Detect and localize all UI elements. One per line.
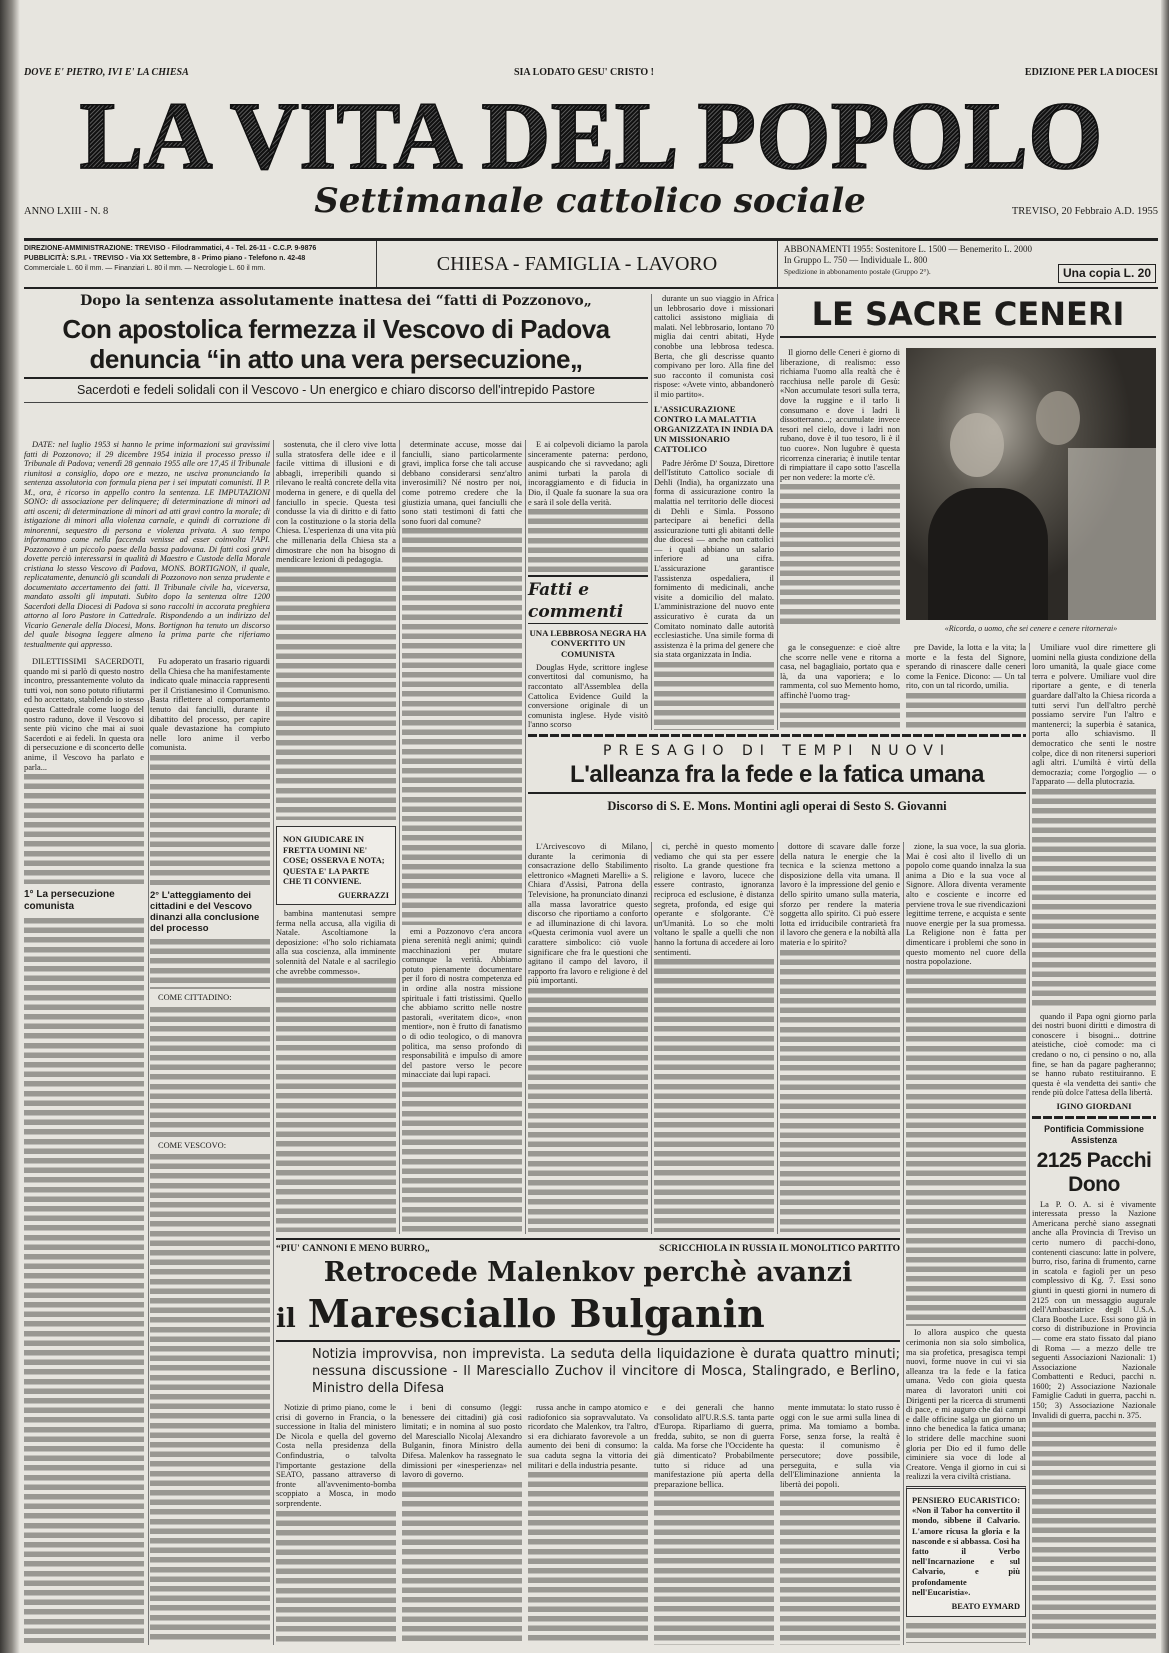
admin-line: PUBBLICITÀ: S.P.I. - TREVISO - Via XX Settembre, 8 - Primo piano - Telefono n. 42-48 — [24, 255, 306, 262]
main-intro: DATE: nel luglio 1953 si hanno le prime informazioni sui gravissimi fatti di Pozzonovo; il 29 dicembre 1954 inizia il processo presso il Tribunale di Padova; venerdì 28 gennaio 1955 alle ore 17,45 il Tribunale riunitosi a consiglio, dopo ore e mezzo, ne usciva pronunciando la sentenza assolutoria con formula piena per i sei imputati comunisti. Il P. M., ora, è ricorso in appello contro la sentenza. LE IMPUTAZIONI SONO: di associazione per delinquere; di determinazione di minori ad atti osceni; di determinazione di minori ad atti gravi contro la morale; di istigazione di minori alla violenza carnale, e quindi di corruzione di minorenni, sequestro di persona e violenza privata. A suo tempo informammo come nella faccenda venisse ad esser coinvolta l'API. Pozzonovo è un piccolo paese della bassa padovana. Di fatti così gravi dovette perciò interessarsi in qualità di Maestro e Custode della Morale cristiana lo stesso Vescovo di Padova, MONS. BORTIGNON, il quale, replicatamente, denunciò gli scandali di Pozzonovo non senza prudente e documentato accertamento dei fatti. Il Tribunale civile ha, viceversa, mandato assolti gli imputati. Subito dopo la sentenza oltre 1200 Sacerdoti della Diocesi di Padova si sono raccolti in accorata preghiera attorno al loro Pastore in Cattedrale. Rispondendo a un indirizzo del Vicario Generale della Diocesi, Mons. Bortignon ha tenuto un discorso del quale bisogna leggere almeno la prima parte che riferiamo testualmente qui appresso. — [24, 440, 270, 649]
giordani-signature: IGINO GIORDANI — [1056, 1101, 1132, 1111]
sacre-ceneri-column-2: ga le conseguenze: e cioè altre che scorre nelle vene e ritorna a casa, nel bagagliaio, portato qua e là, da una vaporiera; e lo rammenta, col suo Memento homo, affinchè l'uomo trag- — [780, 643, 900, 730]
place-date: TREVISO, 20 Febbraio A.D. 1955 — [1011, 206, 1158, 217]
subscription-line: ABBONAMENTI 1955: Sostenitore L. 1500 — Benemerito L. 2000 — [784, 244, 1032, 254]
issue-number: ANNO LXIII - N. 8 — [24, 206, 109, 217]
sacre-ceneri-column-3: pre Davide, la lotta e la vita; la morte e la festa del Signore, sperando di rinascere dalle ceneri come la Fenice. Dicono: — Un tal rito, con un tal ricordo, umilia. — [906, 643, 1026, 730]
guerrazzi-author: GUERRAZZI — [338, 890, 389, 900]
assicurazione-column: durante un suo viaggio in Africa un lebbrosario dove i missionari cattolici assistono migliaia di malati. Nel lebbrosario, lontano 70 miglia dai centri abitati, Hyde conobbe una lebbrosa tedesca. Berta, che gli descrisse quanto compivano per loro. Alla fine del suo racconto il comunista così rispose: «Avete vinto, abbandonerò il mio partito». L'ASSICURAZIONE CONTRO LA MALATTIA ORGANIZZATA IN INDIA DA UN MISSIONARIO CATTOLICO Padre Jérôme D' Souza, Direttore dell'Istituto Cattolico sociale di Dehli (India), ha organizzato una forma di assicurazione contro la malattia nel territorio delle diocesi di Dehli e Simla. Possono partecipare ai benefici della assicurazione tutti gli abitanti delle due diocesi — anche non cattolici — i quali abbiano un salario inferiore ad una cifra. L'assicurazione garantisce l'assistenza ospedaliera, il fornimento di medicinali, anche visite a domicilio del malato. L'amministrazione del nuovo ente assicurativo è curata da un Comitato nominato dalle autorità ecclesiastiche. Una simile forma di assistenza è la prima del genere che sia stata organizzata in India. — [654, 294, 774, 732]
pacchi-text: La P. O. A. si è vivamente interessata presso la Nazione Americana perchè siano assegnati anche alla Provincia di Treviso un certo numero di pacchi-dono, contenenti ciascuno: latte in polvere, burro, riso, farina di frumento, carne in scatola e fagioli per un peso complessivo di Kg. 7. Essi sono giunti in questi giorni in numero di 2125 con un messaggio augurale dell'Ambasciatrice degli U.S.A. Clara Boothe Luce. Essi sono già in corso di distribuzione in Provincia — come era stato fissato dal piano di Roma — a mezzo delle tre seguenti Associazioni Nazionali: 1) Associazione Nazionale Combattenti e Reduci, pacchi n. 1600; 2) Associazione Nazionale Famiglie Caduti in guerra, pacchi n. 150; 3) Associazione Nazionale Invalidi di guerra, pacchi n. 375. — [1032, 1199, 1156, 1420]
presagio-column-4: zione, la sua voce, la sua gloria. Mai è così alto il livello di un popolo come quando innalza la sua anima a Dio e la sua voce al Signore. Allora diventa veramente alto e cosciente e incorre ed perviene trova le sue rivendicazioni legittime terrene, e acquista e sente nuove energie per la sua promessa. La Religione non è fatta per dimenticare i problemi che sono in questo momento nel cuore della nostra popolazione. Io allora auspico che questa cerimonia non sia solo simbolica, ma sia profetica, presagisca tempi nuovi, forme nuove in cui vi sia alleanza tra la fede e la fatica umana. Vedo con gioia questa marea di lavoratori uniti coi Dirigenti per la ricerca di strumenti di pace, e mi auguro che dai campi e dalle officine salga un giorno un inno che benedica la fatica umana; lo stridere delle macchine suoni gloria per Dio ed il fumo delle ciminiere sia voce di lode al Creatore. Venga il giorno in cui si realizzi la vera civiltà cristiana. PENSIERO EUCARISTICO: «Non il Tabor ha convertito il mondo, sibbene il Calvario. L'amore ricusa la gloria e la nasconde e si abbassa. Così ha fatto il Verbo nell'Incarnazione e sul Calvario, e più profondamente nell'Eucaristia». BEATO EYMARD — [906, 842, 1026, 1645]
presagio-column-5: Io allora auspico che questa cerimonia non sia solo simbolica, ma sia profetica, presagisca tempi nuovi, forme nuove in cui vi sia alleanza tra la fede e la fatica umana. Vedo con gioia questa marea di lavoratori uniti coi Dirigenti per la ricerca di strumenti di pace, e mi auguro che dai campi e dalle officine salga un giorno un inno che benedica la fatica umana; lo stridere delle macchine suoni gloria per Dio ed il fumo delle ciminiere sia voce di lode al Creatore. Venga il giorno in cui si realizzi la vera civiltà cristiana. — [906, 1328, 1026, 1482]
pensiero-author: BEATO EYMARD — [951, 1602, 1020, 1611]
scan-right-edge — [1161, 0, 1169, 1653]
subscription-info — [784, 244, 1158, 280]
main-headline-1: Con apostolica fermezza il Vescovo di Padova — [62, 314, 610, 344]
main-kicker: Dopo la sentenza assolutamente inattesa dei “fatti di Pozzonovo„ — [80, 293, 592, 309]
malenkov-kicker-left: “PIU' CANNONI E MENO BURRO„ — [276, 1244, 430, 1254]
column-rule — [903, 842, 904, 1645]
ash-wednesday-photo — [906, 348, 1156, 620]
sacre-ceneri-headline: LE SACRE CENERI — [780, 292, 1156, 338]
column-rule — [273, 440, 274, 1645]
fatti-title: UNA LEBBROSA NEGRA HA CONVERTITO UN COMUNISTA — [529, 628, 647, 659]
column-rule — [651, 842, 652, 1234]
motto-main: CHIESA - FAMIGLIA - LAVORO — [376, 241, 778, 287]
sacre-ceneri-column-1: Il giorno delle Ceneri è giorno di liberazione, di realismo: esso richiama l'uomo alla realtà che è racchiusa nelle parole di Gesù: «Non accumulate tesori sulla terra, dove la ruggine e il tarlo li consumano e dove i ladri li dissotterrano...; accumulate invece tesori nel cielo, dove i ladri non rubano, dove è il tuo tesoro, lì è il tuo cuore». Non lugubre è questa ricorrenza cineraria; è inutile tentar di rimpiattare il capo sotto l'ascella per non vedere: la morte c'è. — [780, 348, 900, 626]
main-column-c: sostenuta, che il clero vive lotta sulla stratosfera delle idee e il facile vittima di illusioni e di abbagli, irreperibili quando si rilevano le realtà concrete della vita moderna in genere, e di quella del fanciullo in specie. Questa tesi condusse la via di diritto e di fatto con la costituzione o la storia della Chiesa. L'esperienza di una vita più che millenaria della Chiesa sta a dimostrare che non ha bisogno di mendicare lezioni di pedagogia. NON GIUDICARE IN FRETTA UOMINI NE' COSE; OSSERVA E NOTA; QUESTA E' LA PARTE CHE TI CONVIENE. GUERRAZZI bambina mantenutasi sempre ferma nella accusa, alla vigilia di Natale. Ascoltiamone la deposizione: «l'ho solo richiamata alla sua coscienza, alla imminente solennità del Natale e al sacrilegio che avrebbe commesso». — [276, 440, 396, 1234]
main-column-b: Fu adoperato un frasario riguardi della Chiesa che ha manifestamente indicato quale minaccia rappresenti per il Cristianesimo il Comunismo. Basta riflettere al comportamento tenuto dai fanciulli, durante il dibattito del processo, per capire quale devastazione ha compiuto nelle loro anime il verbo comunista. 2° L'atteggiamento dei cittadini e del Vescovo dinanzi alla conclusione del processo COME CITTADINO: COME VESCOVO: — [150, 657, 270, 1645]
malenkov-kicker-right: SCRICCHIOLA IN RUSSIA IL MONOLITICO PARTITO — [659, 1244, 900, 1254]
fatti-commenti-box — [528, 575, 648, 730]
edition-label: EDIZIONE PER LA DIOCESI — [1024, 67, 1158, 78]
column-rule — [651, 294, 652, 730]
malenkov-headline-il: il — [276, 1304, 296, 1334]
guerrazzi-quote: NON GIUDICARE IN FRETTA UOMINI NE' COSE; OSSERVA E NOTA; QUESTA E' LA PARTE CHE TI CONVIENE. — [283, 835, 385, 887]
presagio-column-2: ci, perchè in questo momento vediamo che qui sta per essere risolto. La grande questione fra religione e lavoro, lucece che essere contrasto, ignoranza reciproca ed esclusione, è distanza segreta, profonda, ed esige qui operante e sfolgorante. C'è un'Umanità. Lo so che molti voltano le spalle a quelli che non hanno la fortuna di accedere ai loro sentimenti. — [654, 842, 774, 1234]
pensiero-eucaristico-box — [906, 1486, 1026, 1617]
main-column-a: DILETTISSIMI SACERDOTI, quando mi si parlò di questo nostro incontro, pressantemente voluto da tutti voi, non sono potuto rifiutarmi ed ho accettato, stabilendo io stesso questa Cattedrale come luogo del nostro raduno, dove il Vescovo si sente più vicino che mai ai suoi Sacerdoti e ai fedeli. In questa ora di persecuzione e di sconcerto delle anime, il Vescovo ha parlato e parla... 1° La persecuzione comunista — [24, 657, 144, 1645]
column-rule — [148, 700, 149, 1645]
presagio-deck: Discorso di S. E. Mons. Montini agli operai di Sesto S. Giovanni — [607, 799, 947, 813]
info-strip — [24, 238, 1158, 289]
subscription-line: Spedizione in abbonamento postale (Gruppo 2°). — [784, 267, 931, 276]
motto-left: DOVE E' PIETRO, IVI E' LA CHIESA — [24, 67, 189, 78]
main-article-header — [24, 292, 648, 403]
administration-info — [24, 244, 369, 274]
column-rule — [777, 294, 778, 730]
malenkov-headline-2: Maresciallo Bulganin — [307, 1291, 765, 1336]
divider — [1032, 1116, 1156, 1119]
main-headline-2: denuncia “in atto una vera persecuzione„ — [89, 344, 583, 374]
pensiero-text: PENSIERO EUCARISTICO: «Non il Tabor ha convertito il mondo, sibbene il Calvario. L'amore ricusa la gloria e la nasconde e si abbassa. Così ha fatto il Verbo nell'Incarnazione e sul Calvario, e più profondamente nell'Eucaristia». — [912, 1495, 1020, 1597]
malenkov-column-3: russa anche in campo atomico e radiofonico sia sopravvalutato. Va ricordato che Malenkov, tra l'altro, si era dichiarato favorevole a un aumento dei beni di consumo: la sua caduta segna la vittoria dei militari e della industria pesante. — [528, 1403, 648, 1647]
presagio-column-3: dottore di scavare dalle forze della natura le energie che la tecnica e la scienza mettono a disposizione della vita umana. Il lavoro è la impressione del genio e dello spirito umano sulla materia, sforzo per rendere la materia soggetta allo spirito. Ci può essere lotta ed irriducibile contrarietà fra il lavoro che genera e la nobiltà alla materia e lo spirito? — [780, 842, 900, 1234]
assicurazione-title: L'ASSICURAZIONE CONTRO LA MALATTIA ORGANIZZATA IN INDIA DA UN MISSIONARIO CATTOLICO — [654, 403, 773, 455]
photo-caption: «Ricorda, o uomo, che sei cenere e cenere ritornerai» — [944, 624, 1118, 633]
presagio-header — [528, 734, 1026, 814]
malenkov-kickers — [276, 1243, 900, 1256]
come-cittadino-label: COME CITTADINO: — [158, 992, 232, 1002]
column-rule — [1029, 643, 1030, 1645]
scan-left-edge — [0, 0, 20, 1653]
pacchi-kicker: Pontificia Commissione Assistenza — [1044, 1123, 1144, 1145]
column-rule — [777, 842, 778, 1234]
guerrazzi-quote-box — [276, 826, 396, 905]
admin-line: DIREZIONE-AMMINISTRAZIONE: TREVISO - Filodrammatici, 4 - Tel. 26-11 - C.C.P. 9-9876 — [24, 245, 317, 252]
main-column-d: determinate accuse, mosse dai fanciulli, siano particolarmente gravi, implica forse che tali accuse debbano considerarsi senz'altro inverosimili? Né nostro per noi, come potremo credere che la giustizia umana, quei fanciulli che sono stati testimoni di fatti che sono fuori dal comune? emi a Pozzonovo c'era ancora piena serenità negli animi; quindi macchinazioni per mutare comunque la verità. Abbiamo potuto pienamente documentare per il foro di nostra competenza ed in ordine alla nostra missione spirituale i fatti tristissimi. Quello che abbiamo scritto nelle nostre pastorali, «veritatem dico», «non mentior», non è frutto di fanatismo o di odio teologico, o di manovra politica, ma senso profondo di responsabilità e impulso di amore del pastore verso le pecore minacciate dai lupi rapaci. — [402, 440, 522, 1234]
section-heading-1: 1° La persecuzione comunista — [24, 889, 115, 913]
presagio-column-1: L'Arcivescovo di Milano, durante la cerimonia di consacrazione dello Stabilimento elettronico «Magneti Marelli» a S. Chiara d'Assisi, Patrona della Televisione, ha pronunciato dinanzi alla massa lavoratrice questo discorso che riportiamo a conforto e ad illuminazione di chi lavora. «Questa cerimonia vuol avere un carattere simbolico: ciò vuole significare che fra le questioni che agitano il campo del lavoro, il rapporto fra lavoro e religione è del più importanti. — [528, 842, 648, 1234]
malenkov-article — [276, 1238, 900, 1647]
malenkov-column-1: Notizie di primo piano, come le crisi di governo in Francia, o la successione in Italia del ministero De Nicola e quella del governo Costa nella presidenza della Confindustria, o talvolta l'importante gestazione della SEATO, passano attraverso di fronte all'avvenimento-bomba scoppiato a Mosca, in modo sorprendente. — [276, 1403, 396, 1647]
main-deck: Sacerdoti e fedeli solidali con il Vescovo - Un energico e chiaro discorso dell'intrepido Pastore — [77, 383, 595, 397]
malenkov-headline-row — [276, 1290, 900, 1338]
column-rule — [525, 440, 526, 1234]
pacchi-headline: 2125 Pacchi Dono — [1036, 1148, 1152, 1196]
section-heading-2: 2° L'atteggiamento dei cittadini e del Vescovo dinanzi alla conclusione del processo — [150, 889, 260, 934]
malenkov-column-5: mente immutata: lo stato russo è oggi con le sue armi sulla linea di prima. Ma tomiamo a bomba. Forse, senza forse, la realtà è questa: il comunismo è persecutore; dove possibile, perseguita, e sulla via dell'Eliminazione annienta la libertà dei popoli. — [780, 1403, 900, 1647]
come-vescovo-label: COME VESCOVO: — [158, 1140, 227, 1150]
malenkov-headline-1: Retrocede Malenkov perchè avanzi — [323, 1257, 853, 1288]
price-box: Una copia L. 20 — [1058, 264, 1156, 283]
main-column-e: E ai colpevoli diciamo la parola sinceramente paterna: perdono, auspicando che si ravvedano; agli animi turbati la parola di incoraggiamento e di fiducia in Dio, il Quale fa suonare la sua ora e sarà il sole della verità. Fatti e commenti UNA LEBBROSA NEGRA HA CONVERTITO UN COMUNISTA Douglas Hyde, scrittore inglese convertitosi dal comunismo, ha raccontato all'Assemblea della Cattolica Evidence Guild la conversione originale di un comunista inglese. Hyde visitò l'anno scorso — [528, 440, 648, 730]
malenkov-column-4: e dei generali che hanno consolidato all'U.R.S.S. tanta parte d'Europa. Riparliamo di guerra, fredda, subito, se non di guerra calda. Ma forse che l'Occidente ha già dimenticato? Probabilmente tutto si riduce ad una manifestazione più aperta della preparazione bellica. — [654, 1403, 774, 1647]
admin-line: Commerciale L. 60 il mm. — Finanziari L. 80 il mm. — Necrologie L. 60 il mm. — [24, 265, 266, 272]
column-rule — [399, 440, 400, 1234]
malenkov-column-2: i beni di consumo (leggi: benessere dei cittadini) già così limitati; e in nomina al suo posto del Maresciallo Nicolaj Alexandro Bulganin, finora Ministro della Difesa. Malenkov ha rassegnato le dimissioni per «inesperienza» nel lavoro di governo. — [402, 1403, 522, 1647]
main-region-ab — [24, 440, 270, 1645]
motto-center: SIA LODATO GESU' CRISTO ! — [513, 67, 655, 78]
presagio-headline: L'alleanza fra la fede e la fatica umana — [570, 761, 984, 788]
subscription-line: In Gruppo L. 750 — Individuale L. 800 — [784, 255, 928, 265]
fatti-commenti-label: Fatti e commenti — [528, 577, 648, 624]
masthead-title: LA VITA DEL POPOLO — [24, 84, 1158, 188]
sacre-ceneri-column-4: Umiliare vuol dire rimettere gli uomini nella giusta condizione della loro umanità, la quale giace come terra e polvere. Umiliare vuol dire riportare a gente, e di tenerla guardare dall'alto la Chiesa ricorda a tutti servi l'un dell'altro perchè possiamo servire l'un l'altro e mantenerci; la superbia è satanica, porta allo schiavismo. Il democratico che senti le nostre colpe, dice di non ritenersi superiori agli altri. L'umiltà è virtù della democrazia; come l'orgoglio — o l'apparato — della plutocrazia. quando il Papa ogni giorno parla dei nostri buoni diritti e dimostra di conoscere i bisogni... dottrine ateistiche, cioè comode: ma ci credano o no, ci pensino o no, alla fine, se han da pagare pagheranno; se hanno rubato restituiranno. E questa è «la vendetta dei santi» che rende più dolce l'attesa della libertà. IGINO GIORDANI Pontificia Commissione Assistenza 2125 Pacchi Dono La P. O. A. si è vivamente interessata presso la Nazione Americana perchè siano assegnati anche alla Provincia di Treviso un certo numero di pacchi-dono, contenenti ciascuno: latte in polvere, burro, riso, farina di frumento, carne in scatola e fagioli per un peso complessivo di Kg. 7. Essi sono giunti in questi giorni in numero di 2125 con un messaggio augurale dell'Ambasciatrice degli U.S.A. Clara Boothe Luce. Essi sono già in corso di distribuzione in Provincia — come era stato fissato dal piano di Roma — a mezzo delle tre seguenti Associazioni Nazionali: 1) Associazione Nazionale Combattenti e Reduci, pacchi n. 1600; 2) Associazione Nazionale Famiglie Caduti in guerra, pacchi n. 150; 3) Associazione Nazionale Invalidi di guerra, pacchi n. 375. — [1032, 643, 1156, 1645]
masthead-subtitle: Settimanale cattolico sociale — [314, 181, 866, 221]
malenkov-deck: Notizia improvvisa, non imprevista. La seduta della liquidazione è durata quattro minuti; nessuna discussione - Il Maresciallo Zuchov il vincitore di Mosca, Stalingrado, e Berlino, Ministro della Difesa — [312, 1347, 900, 1396]
fatti-text: Douglas Hyde, scrittore inglese convertitosi dal comunismo, ha raccontato all'Assemblea della Cattolica Evidence Guild la conversione originale di un comunista inglese. Hyde visitò l'anno scorso — [528, 662, 648, 730]
presagio-kicker: PRESAGIO DI TEMPI NUOVI — [603, 743, 951, 759]
